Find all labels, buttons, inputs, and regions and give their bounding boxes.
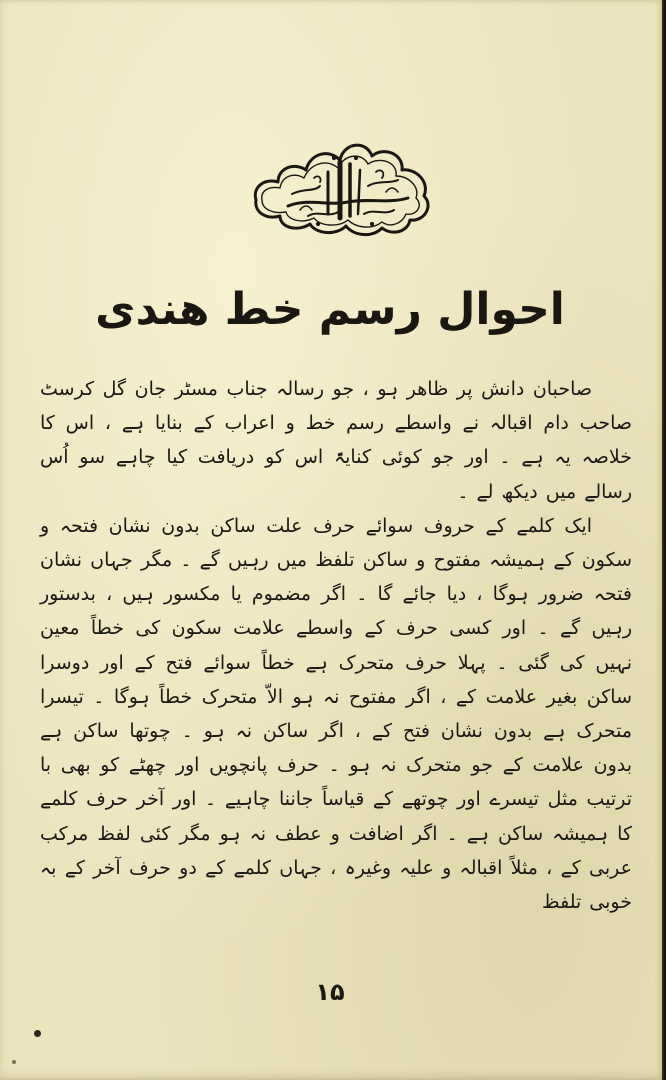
- paragraph-1: صاحبان دانش پر ظاهر ہو ، جو رسالہ جناب مسٹر جان گل کرسٹ صاحب دام اقبالہ نے واسطے رسم خط و اعراب کے بنایا ہے ، اس کا خلاصہ یہ ہے ۔ اور جو کوئی کنایۃً اس کو دریافت کیا چاہے سو اُس رسالے میں دیکھ لے ۔: [40, 378, 632, 503]
- ink-spot: [12, 1060, 16, 1064]
- page-number: ۱۵: [315, 978, 345, 1006]
- page-title: احوال رسم خط هندی: [95, 284, 565, 335]
- page-edge: [662, 0, 664, 1080]
- body-text: [40, 372, 632, 919]
- bismillah-emblem-icon: [248, 128, 438, 240]
- paragraph-2: ایک کلمے کے حروف سوائے حرف علت ساکن بدون نشان فتحہ و سکون کے ہمیشہ مفتوح و ساکن تلفظ میں رہیں گے ۔ مگر جہاں نشان فتحہ ضرور ہوگا ، دیا جائے گا ۔ اگر مضموم یا مکسور ہیں ، بدستور رہیں گے ۔ اور کسی حرف کے واسطے علامت سکون کی خطاً معین نہیں کی گئی ۔ پہلا حرف متحرک ہے خطاً سوائے فتح کے اور دوسرا ساکن بغیر علامت کے ، اگر مفتوح نہ ہو الاّ متحرک خطاً ہوگا ۔ تیسرا متحرک ہے بدون نشان فتح کے ، اگر ساکن نہ ہو ۔ چوتھا ساکن ہے بدون علامت کے جو متحرک نہ ہو ۔ حرف پانچویں اور چھٹے کو بھی با ترتیب مثل تیسرے اور چوتھے کے قیاساً جاننا چاہیے ۔ اور آخر حرف کلمے کا ہمیشہ ساکن ہے ۔ اگر اضافت و عطف نہ ہو مگر کئی لفظ مرکب عربی کے ، مثلاً اقبالہ و علیہ وغیرہ ، جہاں کلمے کے دو حرف آخر کے بہ خوبی تلفظ: [40, 514, 632, 914]
- ink-spot: [34, 1030, 41, 1037]
